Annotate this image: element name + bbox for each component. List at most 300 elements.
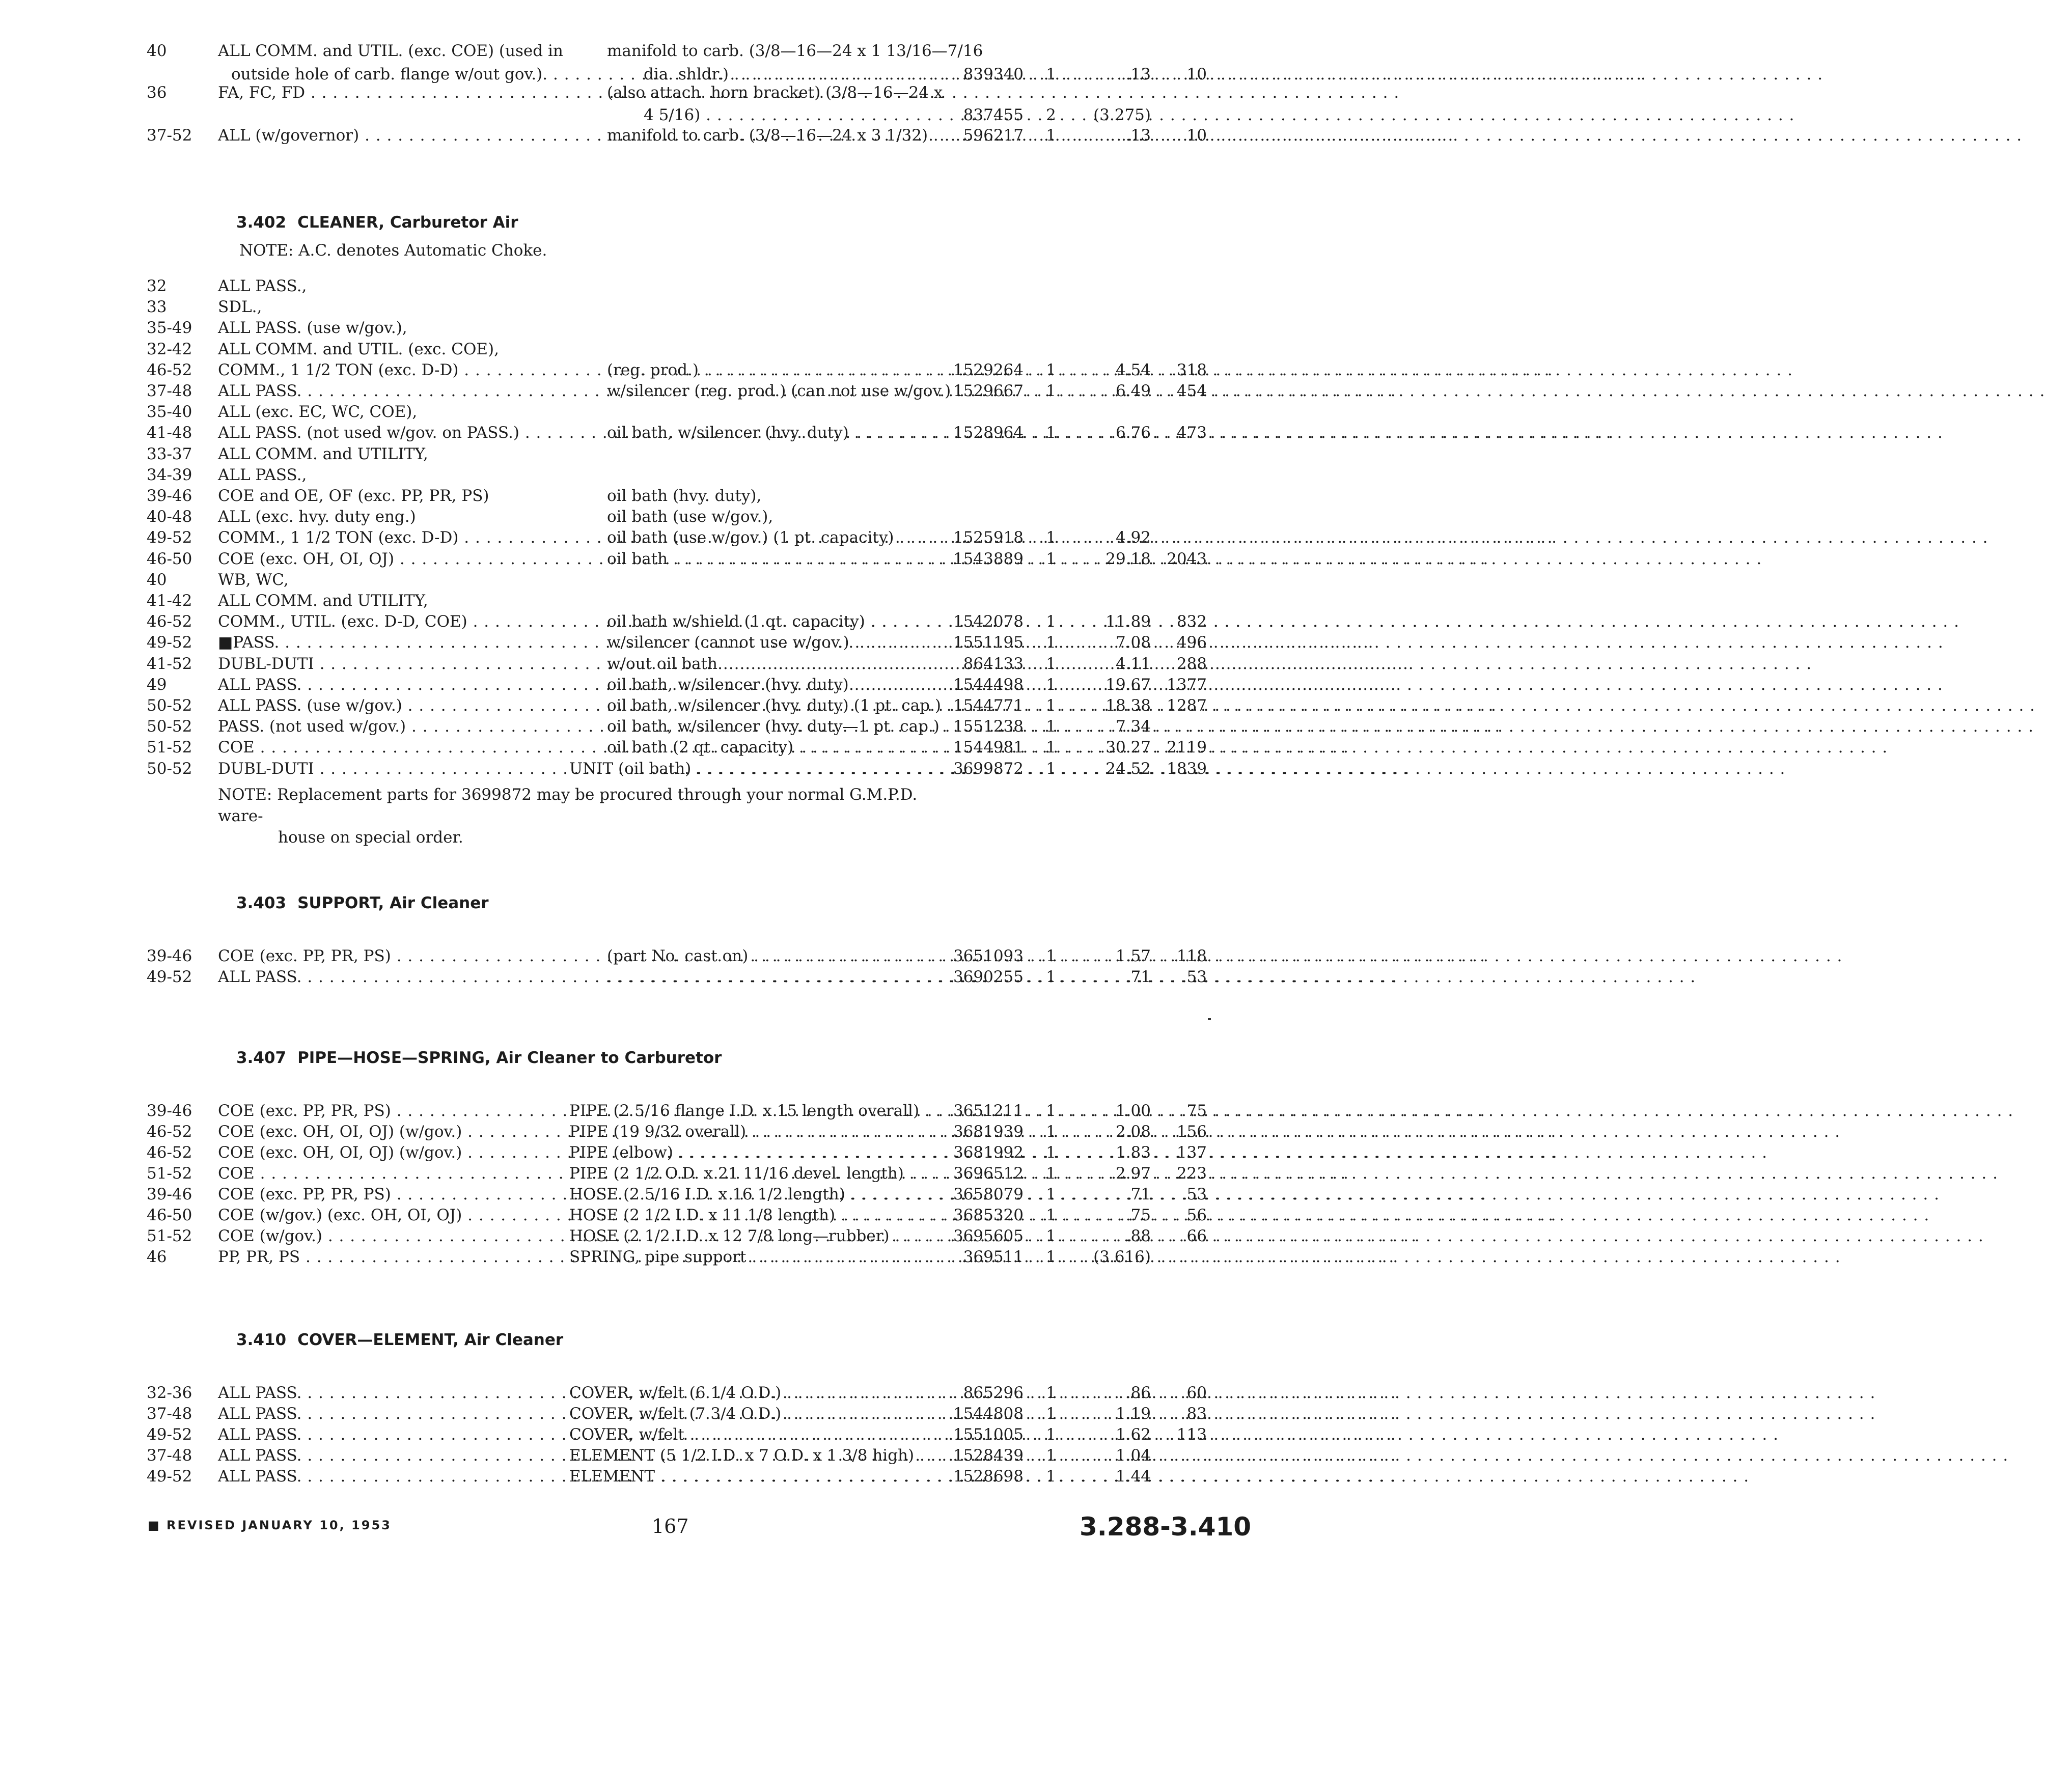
table-row	[0, 464, 1287, 486]
part-number-cell: 1528964	[953, 424, 1024, 442]
description-cell: HOSE (2 5/16 I.D. x 16 1/2 length) . . .	[569, 1183, 938, 1206]
quantity-cell: 1	[1046, 1446, 1056, 1465]
price-cell: 1.00	[1115, 1102, 1151, 1120]
price-cell: .71	[1125, 968, 1151, 986]
description-cell: w/out oil bath . . .	[607, 653, 938, 675]
price-cell: .13	[1125, 65, 1151, 83]
years-cell: 46-52	[147, 360, 192, 379]
price-cell: .88	[1125, 1227, 1151, 1245]
weight-cell: 137	[1176, 1143, 1207, 1162]
models-cell: WB, WC,	[218, 570, 289, 589]
table-row	[0, 1403, 1287, 1425]
part-number-cell: 3690255	[953, 968, 1024, 986]
quantity-cell: 1	[1046, 1248, 1056, 1266]
quantity-cell: 2	[1046, 106, 1056, 124]
part-number-cell: 865296	[963, 1384, 1024, 1402]
section-range: 3.288-3.410	[1080, 1512, 1252, 1542]
quantity-cell: 1	[1046, 1384, 1056, 1402]
section-heading-3-403	[236, 892, 489, 914]
part-number-cell: 1542078	[953, 612, 1024, 631]
quantity-cell: 1	[1046, 947, 1056, 965]
years-cell: 32-42	[147, 340, 192, 358]
price-cell: .75	[1125, 1206, 1151, 1224]
quantity-cell: 1	[1046, 126, 1056, 145]
years-cell: 33	[147, 298, 167, 317]
table-row	[0, 1465, 1287, 1488]
part-number-cell: 3696512	[953, 1164, 1024, 1183]
years-cell: 35-40	[147, 403, 192, 422]
quantity-cell: 1	[1046, 1467, 1056, 1486]
table-row	[0, 338, 1287, 360]
quantity-cell: 1	[1046, 424, 1056, 442]
models-cell: ALL (w/governor) . . .	[218, 124, 544, 147]
weight-cell: 60	[1186, 1384, 1207, 1402]
years-cell: 35-49	[147, 319, 192, 338]
price-cell: 4.11	[1115, 654, 1151, 673]
page-number: 167	[652, 1515, 689, 1537]
quantity-cell: 1	[1046, 528, 1056, 547]
years-cell: 37-48	[147, 382, 192, 400]
note-line-2: house on special order.	[278, 828, 463, 847]
models-cell: PASS. (not used w/gov.) . . .	[218, 715, 544, 738]
price-cell: (3.616)	[1093, 1248, 1151, 1266]
years-cell: 41-52	[147, 654, 192, 673]
table-row	[0, 359, 1287, 381]
models-cell: ALL COMM. and UTILITY,	[218, 444, 428, 463]
models-cell: FA, FC, FD . . .	[218, 81, 544, 104]
description-cell: oil bath (hvy. duty),	[607, 487, 762, 505]
weight-cell: 53	[1186, 968, 1207, 986]
price-cell: 24.52	[1106, 759, 1151, 778]
quantity-cell: 1	[1046, 1102, 1056, 1120]
models-cell: ALL PASS. (use w/gov.),	[218, 319, 407, 338]
years-cell: 51-52	[147, 1164, 192, 1183]
table-row	[0, 296, 1287, 318]
years-cell: 49-52	[147, 1425, 192, 1444]
quantity-cell: 1	[1046, 633, 1056, 652]
table-row	[0, 1183, 1287, 1206]
description-cell: PIPE (2 5/16 flange I.D. x 15 length overall) . . .	[569, 1100, 938, 1122]
weight-cell: 56	[1186, 1206, 1207, 1224]
price-cell: 29.18	[1106, 549, 1151, 568]
years-cell: 39-46	[147, 1102, 192, 1120]
quantity-cell: 1	[1046, 1206, 1056, 1224]
years-cell: 40	[147, 570, 167, 589]
section-number: 3.410	[236, 1331, 287, 1349]
years-cell: 51-52	[147, 738, 192, 757]
price-cell: 1.19	[1115, 1405, 1151, 1423]
quantity-cell: 1	[1046, 1123, 1056, 1141]
price-cell: 2.97	[1115, 1164, 1151, 1183]
part-number-cell: 3681992	[953, 1143, 1024, 1162]
part-number-cell: 3699872	[953, 759, 1024, 778]
years-cell: 39-46	[147, 1185, 192, 1203]
table-row	[0, 380, 1287, 402]
price-cell: 1.62	[1115, 1425, 1151, 1444]
section-title: SUPPORT, Air Cleaner	[297, 894, 489, 912]
years-cell: 37-48	[147, 1405, 192, 1423]
table-row	[0, 653, 1287, 675]
years-cell: 34-39	[147, 465, 192, 484]
models-cell: ALL PASS.,	[218, 465, 307, 484]
table-row	[0, 631, 1287, 654]
description-cell: oil bath, w/silencer (hvy. duty) . . .	[607, 422, 938, 444]
years-cell: 49-52	[147, 968, 192, 986]
weight-cell: 832	[1176, 612, 1207, 631]
quantity-cell: 1	[1046, 1405, 1056, 1423]
quantity-cell: 1	[1046, 738, 1056, 757]
years-cell: 32	[147, 277, 167, 295]
models-cell: ALL (exc. hvy. duty eng.)	[218, 508, 416, 526]
models-cell: ALL PASS. . . .	[218, 1382, 544, 1404]
table-row	[0, 1100, 1287, 1122]
part-number-cell: 369511	[963, 1248, 1024, 1266]
part-number-cell: 864133	[963, 654, 1024, 673]
quantity-cell: 1	[1046, 549, 1056, 568]
table-row	[0, 1162, 1287, 1185]
years-cell: 46-52	[147, 612, 192, 631]
part-number-cell: 3651211	[953, 1102, 1024, 1120]
part-number-cell: 3685320	[953, 1206, 1024, 1224]
quantity-cell: 1	[1046, 654, 1056, 673]
models-cell: COE (exc. PP, PR, PS) . . .	[218, 945, 544, 967]
price-cell: 6.49	[1115, 382, 1151, 400]
part-number-cell: 3651093	[953, 947, 1024, 965]
weight-cell: 53	[1186, 1185, 1207, 1203]
models-cell: ALL PASS. (not used w/gov. on PASS.) . . .	[218, 422, 544, 444]
years-cell: 33-37	[147, 444, 192, 463]
part-number-cell: 1544498	[953, 675, 1024, 694]
models-cell: COE and OE, OF (exc. PP, PR, PS)	[218, 487, 489, 505]
description-cell: w/silencer (reg. prod.) (can not use w/gov.) . . .	[607, 380, 938, 402]
table-row	[0, 945, 1287, 967]
description-cell: manifold to carb. (3/8—16—24 x 1 13/16—7/16	[607, 42, 983, 60]
price-cell: 4.54	[1115, 360, 1151, 379]
weight-cell: 10	[1186, 65, 1207, 83]
quantity-cell: 1	[1046, 1185, 1056, 1203]
years-cell: 49	[147, 675, 167, 694]
models-cell: ALL PASS. . . .	[218, 380, 544, 402]
table-row	[0, 1141, 1287, 1164]
note-line-1: NOTE: Replacement parts for 3699872 may be procured through your normal G.M.P.D. ware-	[218, 786, 918, 825]
models-cell: ■PASS. . . .	[218, 631, 544, 654]
description-cell: oil bath (2 qt. capacity) . . .	[607, 736, 938, 759]
description-cell: HOSE (2 1/2 I.D. x 11 1/8 length) . . .	[569, 1204, 938, 1226]
price-cell: 1.44	[1115, 1467, 1151, 1486]
quantity-cell: 1	[1046, 968, 1056, 986]
section-number: 3.407	[236, 1049, 287, 1067]
models-cell: COE (w/gov.) . . .	[218, 1225, 544, 1247]
years-cell: 49-52	[147, 528, 192, 547]
models-cell: ALL PASS. . . .	[218, 674, 544, 696]
quantity-cell: 1	[1046, 1227, 1056, 1245]
part-number-cell: 3695605	[953, 1227, 1024, 1245]
section-note: NOTE: A.C. denotes Automatic Choke.	[239, 241, 547, 260]
table-row	[0, 124, 1287, 147]
weight-cell: 66	[1186, 1227, 1207, 1245]
models-cell: ALL PASS. . . .	[218, 1423, 544, 1446]
weight-cell: 454	[1176, 382, 1207, 400]
table-row	[0, 485, 1287, 507]
years-cell: 50-52	[147, 696, 192, 715]
weight-cell: 496	[1176, 633, 1207, 652]
part-number-cell: 839340	[963, 65, 1024, 83]
weight-cell: 473	[1176, 424, 1207, 442]
models-cell: COE (exc. PP, PR, PS) . . .	[218, 1100, 544, 1122]
description-cell: oil bath, w/silencer (hvy. duty—1 pt. cap.) . . .	[607, 715, 938, 738]
table-row	[0, 674, 1287, 696]
description-cell: HOSE (2 1/2 I.D. x 12 7/8 long—rubber) . . .	[569, 1225, 938, 1247]
models-cell: ALL PASS. . . .	[218, 966, 544, 988]
part-number-cell: 1551005	[953, 1425, 1024, 1444]
models-cell: COE (exc. OH, OI, OJ) . . .	[218, 548, 544, 570]
years-cell: 37-48	[147, 1446, 192, 1465]
description-cell: ELEMENT (5 1/2 I.D. x 7 O.D. x 1 3/8 high) . . .	[569, 1444, 938, 1467]
models-cell: ALL PASS. (use w/gov.) . . .	[218, 694, 544, 717]
weight-cell: 318	[1176, 360, 1207, 379]
models-cell: ALL COMM. and UTIL. (exc. COE),	[218, 340, 499, 358]
models-cell: ALL PASS. . . .	[218, 1465, 544, 1488]
models-cell: DUBL-DUTI . . .	[218, 653, 544, 675]
price-cell: 6.76	[1115, 424, 1151, 442]
weight-cell: 118	[1176, 947, 1207, 965]
table-row	[0, 715, 1287, 738]
models-cell: COE . . .	[218, 736, 544, 759]
years-cell: 50-52	[147, 759, 192, 778]
years-cell: 46-50	[147, 1206, 192, 1224]
quantity-cell: 1	[1046, 696, 1056, 715]
years-cell: 46	[147, 1248, 167, 1266]
table-row	[0, 1444, 1287, 1467]
price-cell: 19.67	[1106, 675, 1151, 694]
table-row	[0, 736, 1287, 759]
price-cell: 7.34	[1115, 717, 1151, 736]
description-cell: PIPE (2 1/2 O.D. x 21 11/16 devel. length) . . .	[569, 1162, 938, 1185]
section-title: COVER—ELEMENT, Air Cleaner	[297, 1331, 564, 1349]
part-number-cell: 1544981	[953, 738, 1024, 757]
table-row	[0, 81, 1287, 104]
weight-cell: 1287	[1167, 696, 1207, 715]
part-number-cell: 1543889	[953, 549, 1024, 568]
replacement-note	[218, 784, 951, 848]
models-cell: COE (exc. OH, OI, OJ) (w/gov.) . . .	[218, 1121, 544, 1143]
years-cell: 41-42	[147, 592, 192, 610]
weight-cell: 2043	[1167, 549, 1207, 568]
quantity-cell: 1	[1046, 1164, 1056, 1183]
years-cell: 41-48	[147, 424, 192, 442]
models-cell: ALL PASS. . . .	[218, 1403, 544, 1425]
price-cell: .13	[1125, 126, 1151, 145]
description-cell: oil bath . . .	[607, 548, 938, 570]
price-cell: 1.83	[1115, 1143, 1151, 1162]
weight-cell: 83	[1186, 1405, 1207, 1423]
quantity-cell: 1	[1046, 65, 1056, 83]
models-cell: ALL COMM. and UTILITY,	[218, 592, 428, 610]
models-cell: ALL (exc. EC, WC, COE),	[218, 403, 418, 422]
quantity-cell: 1	[1046, 1425, 1056, 1444]
weight-cell: 223	[1176, 1164, 1207, 1183]
years-cell: 46-52	[147, 1143, 192, 1162]
models-cell: COMM., 1 1/2 TON (exc. D-D) . . .	[218, 526, 544, 549]
description-cell: dia. shldr.) . . .	[644, 63, 939, 86]
description-cell: oil bath, w/silencer (hvy. duty) . . .	[607, 674, 938, 696]
price-cell: 2.08	[1115, 1123, 1151, 1141]
description-cell: oil bath, w/silencer (hvy. duty) (1 pt. cap.) . . .	[607, 694, 938, 717]
table-row	[0, 1225, 1287, 1247]
years-cell: 40-48	[147, 508, 192, 526]
quantity-cell: 1	[1046, 675, 1056, 694]
table-row	[0, 1423, 1287, 1446]
weight-cell: 1839	[1167, 759, 1207, 778]
description-cell: oil bath (use w/gov.) (1 pt. capacity) . . .	[607, 526, 938, 549]
description-cell: (part No. cast on) . . .	[607, 945, 938, 967]
description-cell: ELEMENT . . .	[569, 1465, 938, 1488]
description-cell: UNIT (oil bath) . . .	[569, 758, 938, 780]
description-cell	[607, 966, 938, 988]
weight-cell: 2119	[1167, 738, 1207, 757]
weight-cell: 113	[1176, 1425, 1207, 1444]
models-cell: outside hole of carb. flange w/out gov.). . . .	[231, 63, 544, 86]
table-row	[0, 526, 1287, 549]
years-cell: 49-52	[147, 1467, 192, 1486]
models-cell: ALL PASS. . . .	[218, 1444, 544, 1467]
price-cell: 11.89	[1106, 612, 1151, 631]
part-number-cell: 1551238	[953, 717, 1024, 736]
table-row	[0, 422, 1287, 444]
description-cell: PIPE (elbow) . . .	[569, 1141, 938, 1164]
description-cell: PIPE (19 9/32 overall) . . .	[569, 1121, 938, 1143]
years-cell: 40	[147, 42, 167, 60]
models-cell: COE . . .	[218, 1162, 544, 1185]
models-cell: COE (exc. OH, OI, OJ) (w/gov.) . . .	[218, 1141, 544, 1164]
price-cell: 7.08	[1115, 633, 1151, 652]
weight-cell: 75	[1186, 1102, 1207, 1120]
part-number-cell: 596217	[963, 126, 1024, 145]
description-cell: w/silencer (cannot use w/gov.) . . .	[607, 631, 938, 654]
section-number: 3.403	[236, 894, 287, 912]
part-number-cell: 1529264	[953, 360, 1024, 379]
description-cell: (also attach. horn bracket) (3/8—16—24 x	[607, 83, 943, 102]
weight-cell: 1377	[1167, 675, 1207, 694]
price-cell: 30.27	[1106, 738, 1151, 757]
revision-date: ■ REVISED JANUARY 10, 1953	[148, 1518, 392, 1532]
quantity-cell: 1	[1046, 759, 1056, 778]
weight-cell: 10	[1186, 126, 1207, 145]
scan-speck	[1208, 1018, 1211, 1020]
section-heading-3-402	[236, 211, 518, 234]
years-cell: 39-46	[147, 947, 192, 965]
description-cell: 4 5/16) . . .	[644, 104, 939, 126]
part-number-cell: 1529667	[953, 382, 1024, 400]
table-row	[0, 966, 1287, 988]
part-number-cell: 1525918	[953, 528, 1024, 547]
quantity-cell: 1	[1046, 612, 1056, 631]
quantity-cell: 1	[1046, 382, 1056, 400]
years-cell: 49-52	[147, 633, 192, 652]
table-row	[0, 506, 1287, 528]
part-number-cell: 1544808	[953, 1405, 1024, 1423]
table-row	[0, 694, 1287, 717]
models-cell: COE (w/gov.) (exc. OH, OI, OJ) . . .	[218, 1204, 544, 1226]
section-number: 3.402	[236, 213, 287, 232]
models-cell: SDL.,	[218, 298, 262, 317]
years-cell: 37-52	[147, 126, 192, 145]
models-cell: COMM., UTIL. (exc. D-D, COE) . . .	[218, 610, 544, 633]
description-cell: SPRING, pipe support . . .	[569, 1246, 938, 1268]
part-number-cell: 837455	[963, 106, 1024, 124]
section-heading-3-407	[236, 1047, 722, 1069]
price-cell: .86	[1125, 1384, 1151, 1402]
table-row	[0, 590, 1287, 612]
models-cell: PP, PR, PS . . .	[218, 1246, 544, 1268]
price-cell: 18.38	[1106, 696, 1151, 715]
table-row	[0, 758, 1287, 780]
years-cell: 32-36	[147, 1384, 192, 1402]
years-cell: 46-50	[147, 549, 192, 568]
table-row	[0, 1382, 1287, 1404]
table-row	[0, 1121, 1287, 1143]
years-cell: 39-46	[147, 487, 192, 505]
table-row	[0, 317, 1287, 339]
quantity-cell: 1	[1046, 1143, 1056, 1162]
price-cell: 1.04	[1115, 1446, 1151, 1465]
part-number-cell: 3681939	[953, 1123, 1024, 1141]
description-cell: (reg. prod.) . . .	[607, 359, 938, 381]
quantity-cell: 1	[1046, 717, 1056, 736]
table-row	[0, 401, 1287, 423]
description-cell: oil bath w/shield (1 qt. capacity) . . .	[607, 610, 938, 633]
table-row	[0, 1246, 1287, 1268]
part-number-cell: 1528439	[953, 1446, 1024, 1465]
table-row	[0, 610, 1287, 633]
models-cell: ALL PASS.,	[218, 277, 307, 295]
years-cell: 51-52	[147, 1227, 192, 1245]
price-cell: 4.92	[1115, 528, 1151, 547]
years-cell: 50-52	[147, 717, 192, 736]
price-cell: .71	[1125, 1185, 1151, 1203]
models-cell: DUBL-DUTI . . .	[218, 758, 544, 780]
part-number-cell: 1544771	[953, 696, 1024, 715]
description-cell: COVER, w/felt (6 1/4 O.D.) . . .	[569, 1382, 938, 1404]
section-heading-3-410	[236, 1329, 563, 1351]
models-cell: COMM., 1 1/2 TON (exc. D-D) . . .	[218, 359, 544, 381]
years-cell: 46-52	[147, 1123, 192, 1141]
part-number-cell: 1528698	[953, 1467, 1024, 1486]
weight-cell: 156	[1176, 1123, 1207, 1141]
weight-cell: 288	[1176, 654, 1207, 673]
models-cell: ALL COMM. and UTIL. (exc. COE) (used in	[218, 42, 563, 60]
part-number-cell: 3658079	[953, 1185, 1024, 1203]
years-cell: 36	[147, 83, 167, 102]
table-row	[0, 569, 1287, 591]
price-cell: (3.275)	[1093, 106, 1151, 124]
table-row	[0, 443, 1287, 465]
section-title: PIPE—HOSE—SPRING, Air Cleaner to Carburetor	[297, 1049, 722, 1067]
price-cell: 1.57	[1115, 947, 1151, 965]
part-number-cell: 1551195	[953, 633, 1024, 652]
description-cell: manifold to carb. (3/8—16—24 x 3 1/32) . . .	[607, 124, 938, 147]
table-row	[0, 548, 1287, 570]
section-title: CLEANER, Carburetor Air	[297, 213, 518, 232]
description-cell: COVER, w/felt (7 3/4 O.D.) . . .	[569, 1403, 938, 1425]
models-cell: COE (exc. PP, PR, PS) . . .	[218, 1183, 544, 1206]
table-row	[0, 1204, 1287, 1226]
description-cell: COVER, w/felt . . .	[569, 1423, 938, 1446]
table-row	[0, 104, 1287, 126]
quantity-cell: 1	[1046, 360, 1056, 379]
description-cell: oil bath (use w/gov.),	[607, 508, 773, 526]
table-row	[0, 40, 1287, 62]
